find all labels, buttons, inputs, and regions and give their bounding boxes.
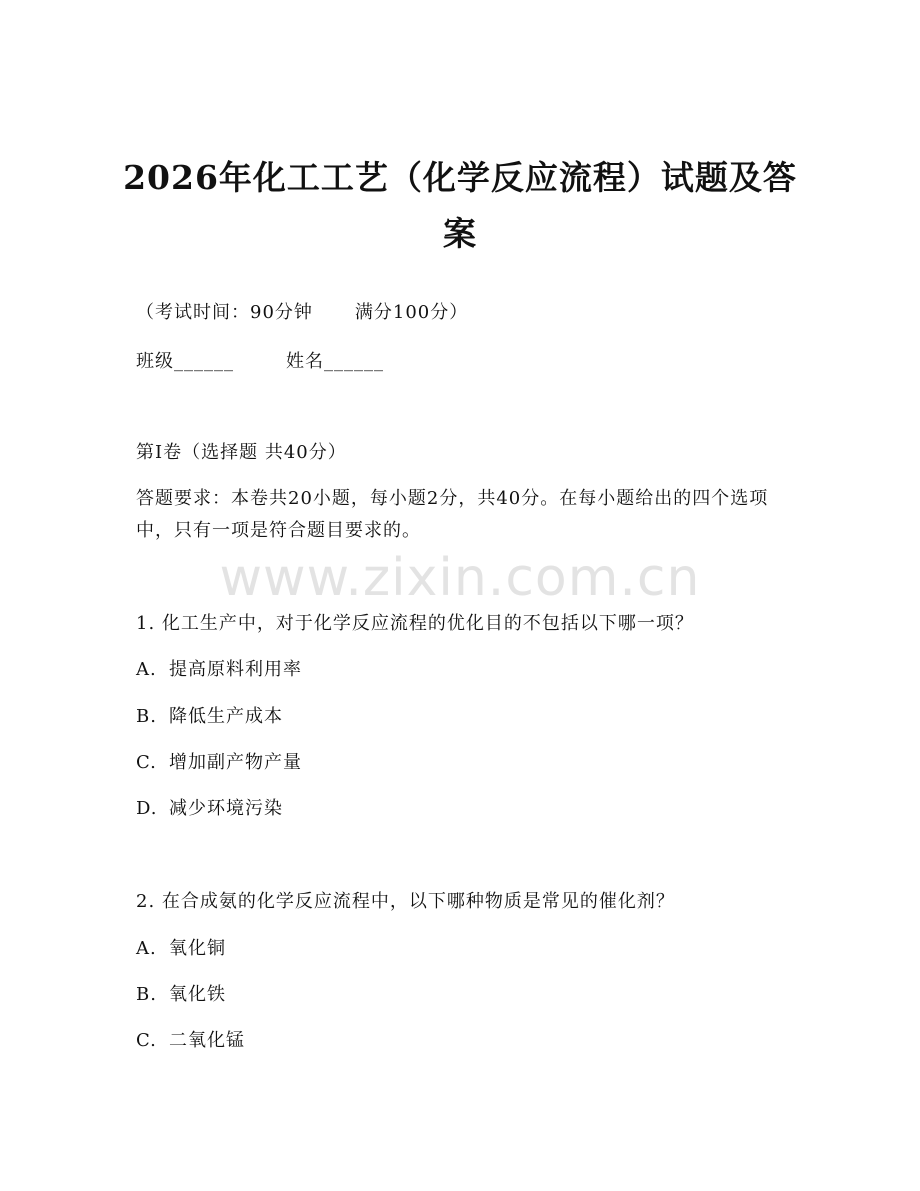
option-letter: A. — [136, 938, 157, 959]
option-letter: D. — [136, 798, 158, 819]
student-info — [136, 349, 384, 375]
option-text: 减少环境污染 — [169, 798, 283, 819]
option-text: 提高原料利用率 — [169, 659, 302, 680]
question-2-stem: 2. 在合成氨的化学反应流程中，以下哪种物质是常见的催化剂？ — [136, 891, 675, 912]
question-2-option-a — [136, 936, 226, 962]
exam-info — [136, 300, 468, 326]
document-title: 2026年化工工艺（化学反应流程）试题及答案 — [123, 158, 797, 253]
question-2-option-c — [136, 1028, 245, 1054]
option-letter: C. — [136, 1030, 157, 1051]
exam-full-score: 满分100分） — [354, 302, 469, 323]
option-text: 二氧化锰 — [169, 1030, 245, 1051]
option-letter: B. — [136, 984, 157, 1005]
option-text: 氧化铜 — [169, 938, 226, 959]
question-1-option-c — [136, 750, 302, 776]
question-1-option-a — [136, 657, 302, 683]
exam-time: （考试时间：90分钟 — [136, 302, 313, 323]
question-1-option-d — [136, 796, 283, 822]
question-1-stem: 1. 化工生产中，对于化学反应流程的优化目的不包括以下哪一项？ — [136, 613, 694, 634]
section-heading: 第I卷（选择题 共40分） — [136, 442, 347, 463]
watermark: www.zixin.com.cn — [219, 548, 701, 608]
option-text: 降低生产成本 — [169, 706, 283, 727]
option-letter: C. — [136, 752, 157, 773]
question-2-option-b — [136, 982, 226, 1008]
question-1-option-b — [136, 704, 283, 730]
class-field-label: 班级______ — [136, 351, 234, 372]
option-letter: B. — [136, 706, 157, 727]
option-letter: A. — [136, 659, 157, 680]
option-text: 氧化铁 — [169, 984, 226, 1005]
option-text: 增加副产物产量 — [169, 752, 302, 773]
name-field-label: 姓名______ — [286, 351, 384, 372]
section-instructions: 答题要求：本卷共20小题，每小题2分，共40分。在每小题给出的四个选项中，只有一项是符合题目要求的。 — [136, 488, 769, 541]
